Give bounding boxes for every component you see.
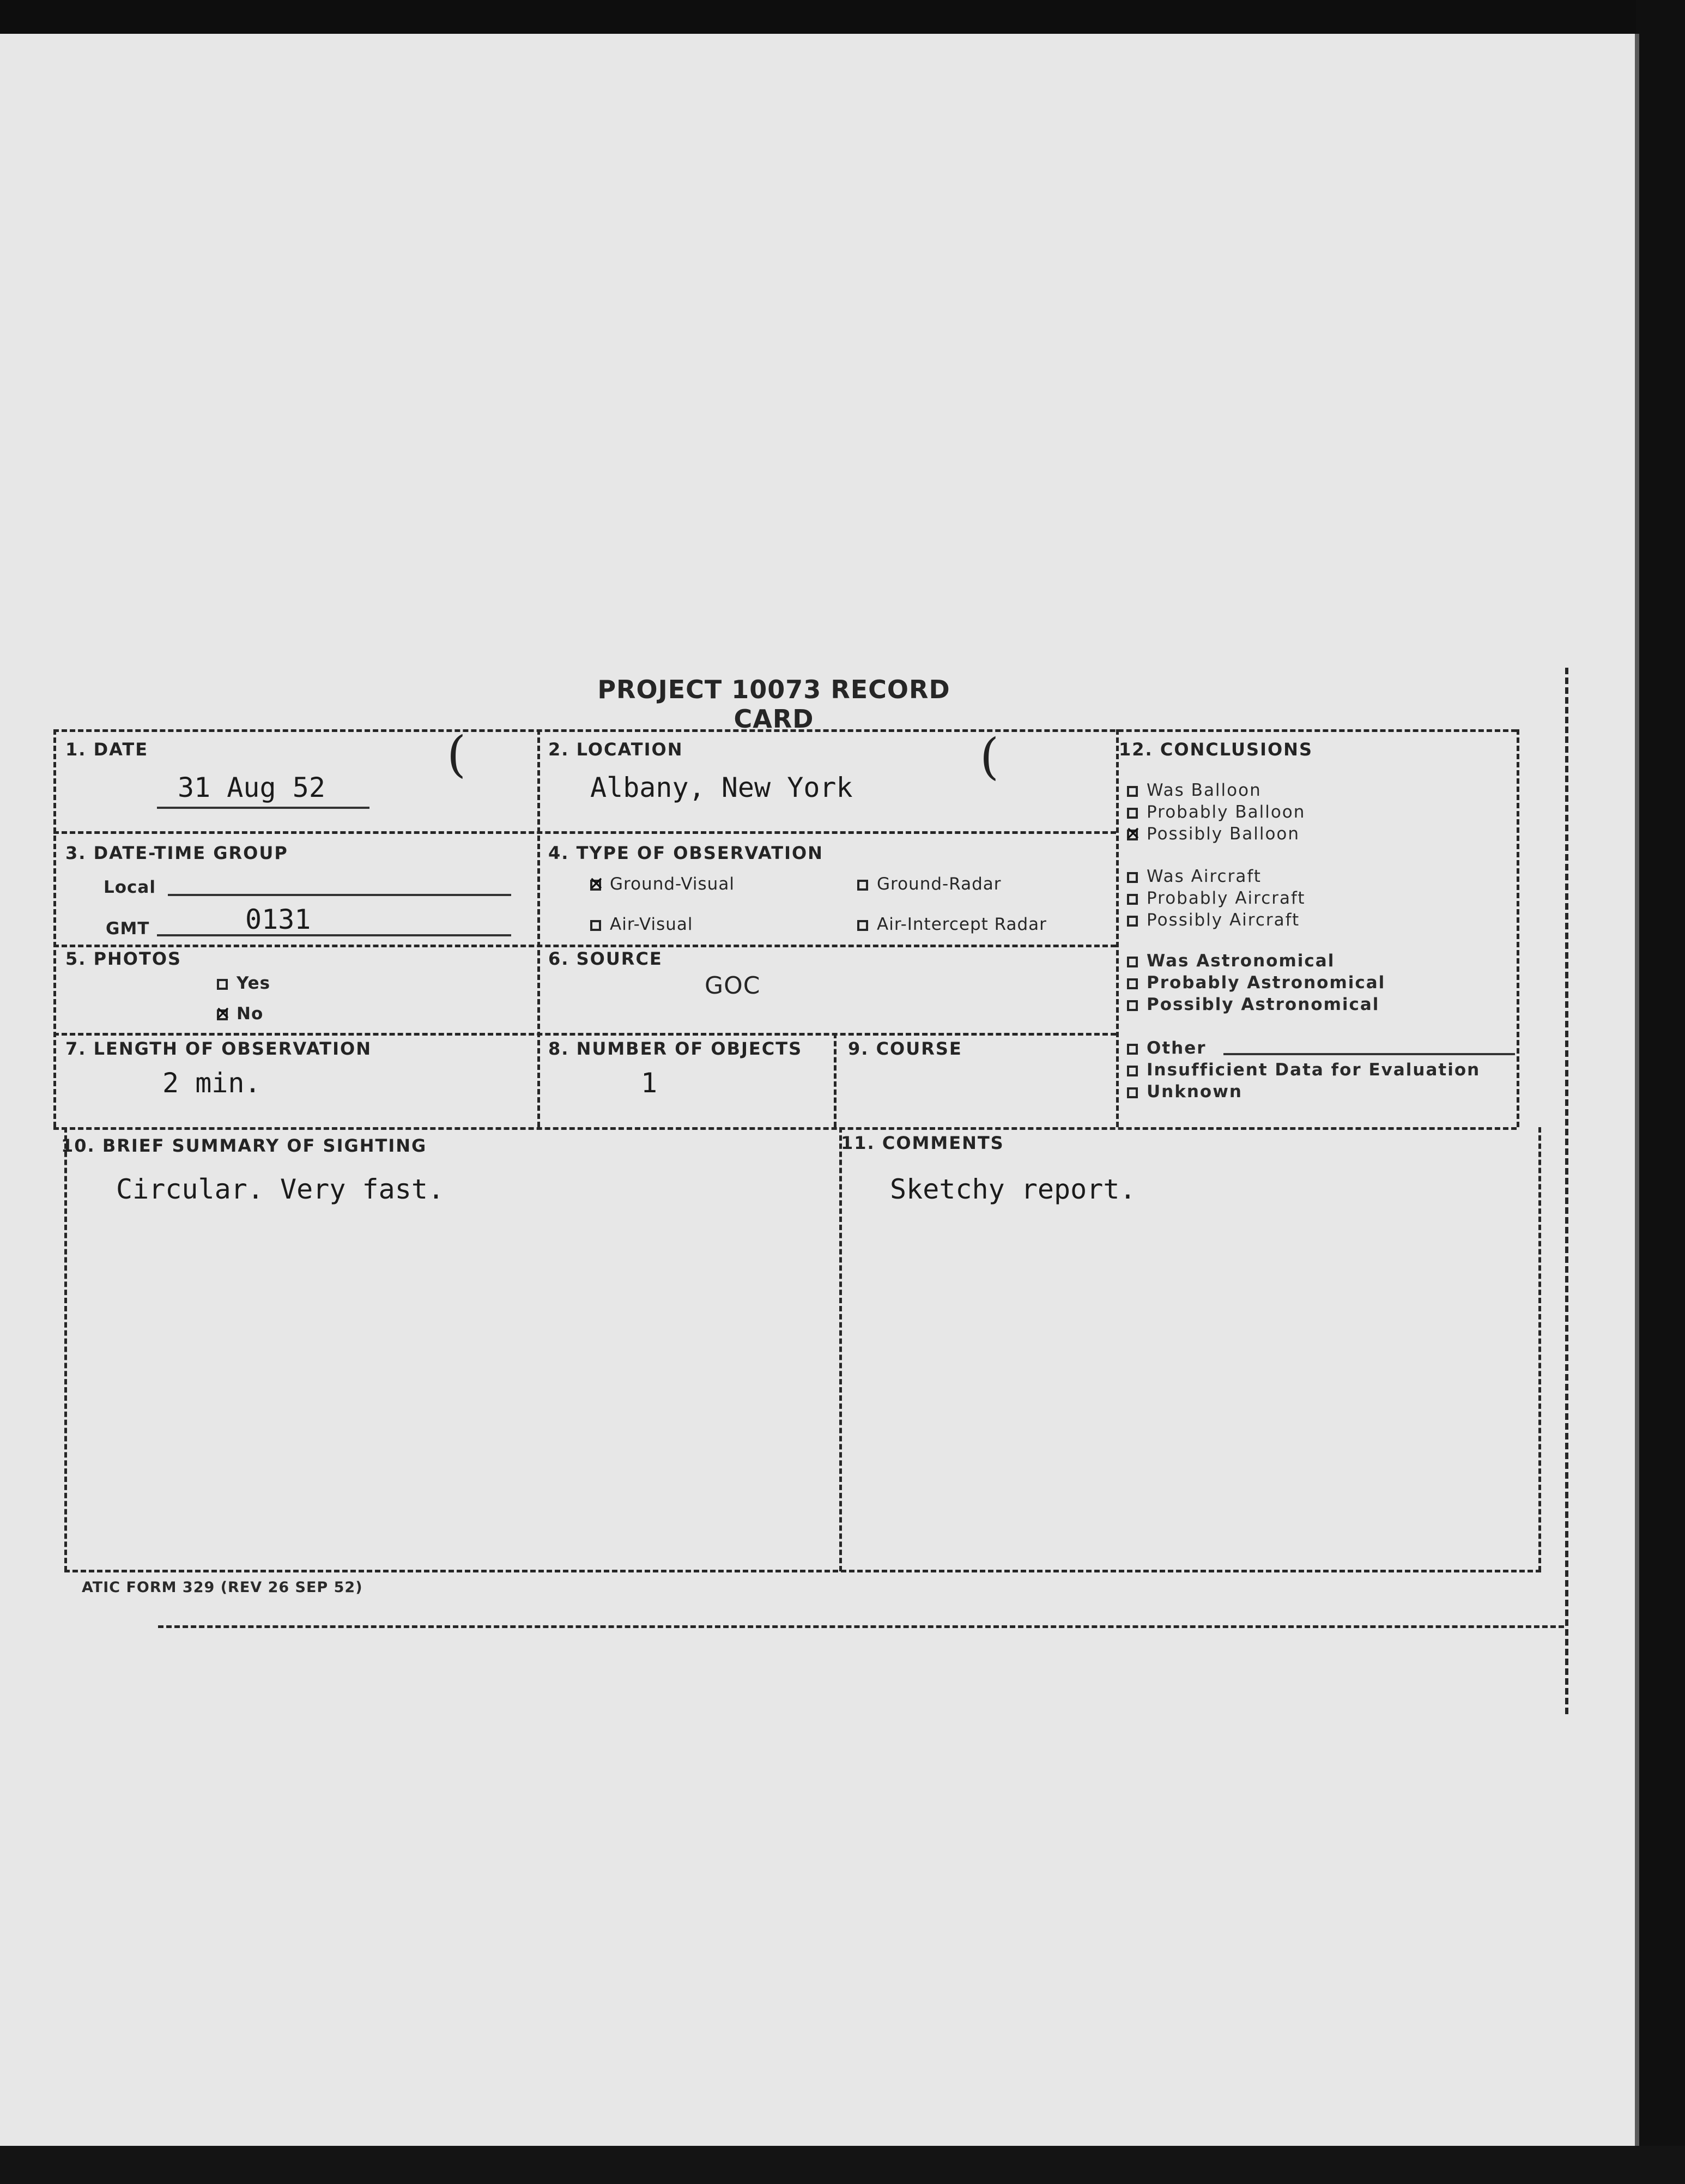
date-label: 1. DATE — [65, 739, 149, 760]
location-value: Albany, New York — [590, 772, 853, 803]
concl-probably-balloon-checkbox — [1127, 808, 1138, 819]
rule-row3 — [53, 1033, 1116, 1036]
rule-col-course — [834, 1033, 837, 1127]
gmt-underline — [157, 934, 511, 936]
length-of-observation-value: 2 min. — [162, 1067, 261, 1099]
concl-possibly-astronomical: Possibly Astronomical — [1127, 995, 1379, 1014]
concl-possibly-aircraft: Possibly Aircraft — [1127, 910, 1300, 930]
brief-summary-value: Circular. Very fast. — [116, 1173, 445, 1205]
concl-possibly-balloon-checkbox — [1127, 830, 1138, 840]
rule-col-conclusions — [1116, 729, 1119, 1127]
photos-yes: Yes — [217, 973, 270, 993]
source-value: GOC — [705, 972, 761, 1000]
rule-col-mid — [537, 729, 540, 1127]
local-label: Local — [104, 878, 156, 897]
comments-value: Sketchy report. — [890, 1173, 1136, 1205]
card-outer-bottom-rule — [158, 1625, 1564, 1628]
concl-was-aircraft-checkbox — [1127, 872, 1138, 883]
date-underline — [157, 807, 369, 809]
obs-air-visual-checkbox — [590, 920, 601, 931]
gmt-value: 0131 — [245, 904, 311, 935]
record-card — [53, 726, 1517, 1573]
rule-col-comments — [839, 1127, 842, 1571]
obs-air-visual: Air-Visual — [590, 915, 693, 934]
concl-was-astronomical-checkbox — [1127, 957, 1138, 967]
card-border-right-bottom — [1538, 1127, 1541, 1571]
type-of-observation-label: 4. TYPE OF OBSERVATION — [548, 843, 823, 863]
photos-label: 5. PHOTOS — [65, 948, 182, 969]
concl-was-balloon-checkbox — [1127, 786, 1138, 797]
rule-row1 — [53, 831, 1116, 834]
concl-probably-balloon: Probably Balloon — [1127, 802, 1305, 822]
concl-probably-aircraft-checkbox — [1127, 894, 1138, 905]
obs-air-intercept-radar-checkbox — [857, 920, 868, 931]
local-underline — [168, 894, 511, 896]
course-label: 9. COURSE — [848, 1038, 962, 1059]
conclusions-label: 12. CONCLUSIONS — [1119, 739, 1313, 760]
concl-possibly-astronomical-checkbox — [1127, 1000, 1138, 1011]
concl-other: Other — [1127, 1038, 1207, 1058]
photos-yes-checkbox — [217, 979, 228, 990]
concl-probably-aircraft: Probably Aircraft — [1127, 888, 1306, 908]
number-of-objects-label: 8. NUMBER OF OBJECTS — [548, 1038, 803, 1059]
concl-other-checkbox — [1127, 1044, 1138, 1055]
concl-was-aircraft: Was Aircraft — [1127, 867, 1262, 886]
rule-row2 — [53, 945, 1116, 947]
source-label: 6. SOURCE — [548, 948, 663, 969]
card-border-left-top — [53, 729, 56, 1127]
concl-other-underline — [1223, 1053, 1515, 1055]
date-time-group-label: 3. DATE-TIME GROUP — [65, 843, 288, 863]
concl-unknown: Unknown — [1127, 1082, 1242, 1102]
card-title: PROJECT 10073 RECORD CARD — [597, 675, 950, 734]
gmt-label: GMT — [106, 919, 150, 939]
scan-border-right — [1636, 0, 1685, 2184]
punch-mark-1: ( — [447, 726, 466, 783]
scan-border-top — [0, 0, 1685, 34]
card-outer-right-rule — [1565, 668, 1568, 1714]
obs-ground-radar-checkbox — [857, 880, 868, 891]
scan-border-right-inner — [1635, 34, 1639, 2146]
concl-was-astronomical: Was Astronomical — [1127, 951, 1335, 971]
form-id: ATIC FORM 329 (REV 26 SEP 52) — [82, 1579, 363, 1596]
brief-summary-label: 10. BRIEF SUMMARY OF SIGHTING — [61, 1135, 427, 1156]
obs-ground-visual: ✕Ground-Visual — [590, 874, 735, 894]
concl-insufficient-data-checkbox — [1127, 1066, 1138, 1076]
concl-unknown-checkbox — [1127, 1087, 1138, 1098]
photos-no-checkbox — [217, 1009, 228, 1020]
rule-row4 — [53, 1127, 1517, 1130]
concl-insufficient-data: Insufficient Data for Evaluation — [1127, 1060, 1480, 1080]
length-of-observation-label: 7. LENGTH OF OBSERVATION — [65, 1038, 372, 1059]
photos-no: ✕No — [217, 1004, 263, 1024]
number-of-objects-value: 1 — [641, 1067, 658, 1099]
location-label: 2. LOCATION — [548, 739, 683, 760]
concl-probably-astronomical-checkbox — [1127, 978, 1138, 989]
card-border-right-top — [1517, 729, 1519, 1127]
scan-border-bottom — [0, 2146, 1685, 2184]
comments-label: 11. COMMENTS — [841, 1133, 1004, 1153]
card-border-bottom — [64, 1570, 1541, 1572]
obs-ground-visual-checkbox — [590, 880, 601, 891]
obs-ground-radar: Ground-Radar — [857, 874, 1002, 894]
card-border-top — [53, 729, 1517, 732]
punch-mark-2: ( — [980, 728, 999, 785]
obs-air-intercept-radar: Air-Intercept Radar — [857, 915, 1047, 934]
date-value: 31 Aug 52 — [178, 772, 325, 803]
concl-possibly-aircraft-checkbox — [1127, 916, 1138, 927]
concl-possibly-balloon: ✕Possibly Balloon — [1127, 824, 1300, 844]
concl-probably-astronomical: Probably Astronomical — [1127, 973, 1385, 993]
concl-was-balloon: Was Balloon — [1127, 781, 1262, 800]
card-border-left-bottom — [64, 1127, 67, 1571]
